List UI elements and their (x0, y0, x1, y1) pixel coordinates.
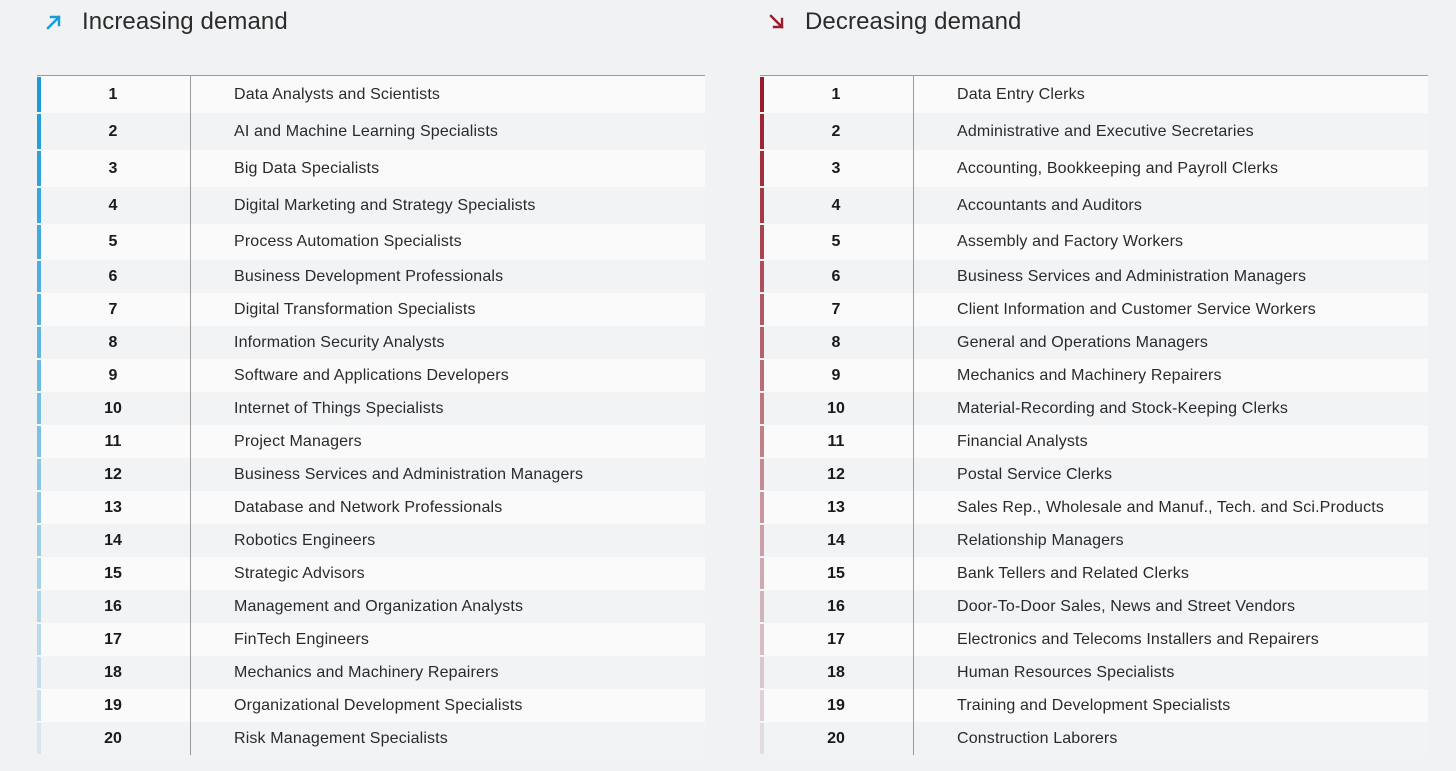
job-title: Data Analysts and Scientists (234, 85, 441, 103)
rank-color-bar (37, 261, 41, 292)
job-title: Information Security Analysts (234, 333, 445, 351)
column-divider (190, 689, 191, 722)
decreasing-demand-table (760, 75, 1428, 755)
rank-color-bar (760, 657, 764, 688)
rank-number: 14 (104, 531, 122, 549)
rank-number: 19 (827, 696, 845, 714)
rank-number: 20 (104, 729, 122, 747)
rank-number: 2 (108, 122, 118, 140)
table-row (37, 392, 705, 425)
table-row (760, 458, 1428, 491)
column-divider (913, 557, 914, 590)
job-title: FinTech Engineers (234, 630, 370, 648)
column-divider (190, 224, 191, 260)
column-divider (190, 187, 191, 224)
job-title: Software and Applications Developers (234, 366, 509, 384)
table-row (760, 722, 1428, 755)
table-row (37, 359, 705, 392)
rank-number: 7 (108, 300, 118, 318)
rank-number: 12 (827, 465, 845, 483)
table-row (760, 260, 1428, 293)
column-divider (913, 590, 914, 623)
job-title: Human Resources Specialists (957, 663, 1175, 681)
table-row (760, 557, 1428, 590)
table-row (760, 76, 1428, 113)
table-row (760, 491, 1428, 524)
rank-color-bar (37, 426, 41, 457)
column-divider (913, 425, 914, 458)
job-title: Construction Laborers (957, 729, 1118, 747)
rank-color-bar (760, 591, 764, 622)
job-title: Administrative and Executive Secretaries (957, 122, 1254, 140)
rank-number: 20 (827, 729, 845, 747)
rank-color-bar (37, 624, 41, 655)
table-row (37, 524, 705, 557)
table-row (37, 326, 705, 359)
rank-color-bar (37, 151, 41, 186)
job-title: Business Development Professionals (234, 267, 504, 285)
rank-color-bar (760, 360, 764, 391)
table-row (37, 224, 705, 260)
table-row (37, 260, 705, 293)
rank-color-bar (37, 294, 41, 325)
job-title: Postal Service Clerks (957, 465, 1113, 483)
column-divider (913, 76, 914, 113)
table-row (37, 150, 705, 187)
table-row (760, 689, 1428, 722)
table-row (37, 722, 705, 755)
job-title: Bank Tellers and Related Clerks (957, 564, 1190, 582)
job-title: Digital Marketing and Strategy Specialists (234, 196, 536, 214)
rank-color-bar (37, 393, 41, 424)
rank-color-bar (760, 188, 764, 223)
job-title: Robotics Engineers (234, 531, 376, 549)
rank-color-bar (760, 624, 764, 655)
table-row (37, 458, 705, 491)
job-title: Management and Organization Analysts (234, 597, 524, 615)
rank-number: 13 (827, 498, 845, 516)
rank-color-bar (760, 294, 764, 325)
column-divider (913, 293, 914, 326)
rank-color-bar (37, 77, 41, 112)
table-row (37, 656, 705, 689)
column-divider (190, 150, 191, 187)
job-title: Financial Analysts (957, 432, 1088, 450)
rank-color-bar (37, 591, 41, 622)
column-divider (190, 76, 191, 113)
rank-color-bar (760, 690, 764, 721)
column-divider (190, 260, 191, 293)
column-divider (190, 590, 191, 623)
rank-number: 2 (831, 122, 841, 140)
job-title: Database and Network Professionals (234, 498, 503, 516)
increasing-demand-table (37, 75, 705, 755)
increasing-demand-header (37, 5, 288, 39)
rank-number: 9 (108, 366, 118, 384)
rank-number: 12 (104, 465, 122, 483)
rank-number: 4 (831, 196, 841, 214)
table-row (37, 491, 705, 524)
rank-color-bar (760, 459, 764, 490)
rank-color-bar (37, 459, 41, 490)
rank-color-bar (37, 723, 41, 754)
decreasing-demand-header (760, 5, 1022, 39)
job-title: Business Services and Administration Managers (957, 267, 1307, 285)
job-title: General and Operations Managers (957, 333, 1209, 351)
rank-color-bar (37, 690, 41, 721)
column-divider (913, 326, 914, 359)
table-row (37, 187, 705, 224)
rank-color-bar (760, 723, 764, 754)
column-divider (913, 623, 914, 656)
job-title: Assembly and Factory Workers (957, 233, 1184, 250)
rank-number: 5 (831, 233, 841, 250)
job-title: Internet of Things Specialists (234, 399, 444, 417)
table-row (760, 224, 1428, 260)
job-title: Accountants and Auditors (957, 196, 1143, 214)
rank-number: 8 (108, 333, 118, 351)
job-title: Mechanics and Machinery Repairers (234, 663, 499, 681)
rank-color-bar (760, 393, 764, 424)
job-title: Strategic Advisors (234, 564, 365, 582)
arrow-up-right-icon (43, 11, 65, 33)
rank-color-bar (760, 77, 764, 112)
rank-color-bar (760, 114, 764, 149)
rank-color-bar (760, 225, 764, 259)
job-title: Big Data Specialists (234, 159, 380, 177)
rank-number: 17 (104, 630, 122, 648)
job-title: Data Entry Clerks (957, 85, 1085, 103)
rank-color-bar (760, 492, 764, 523)
table-row (760, 590, 1428, 623)
column-divider (913, 689, 914, 722)
column-divider (913, 150, 914, 187)
job-title: AI and Machine Learning Specialists (234, 122, 499, 140)
column-divider (190, 326, 191, 359)
rank-number: 9 (831, 366, 841, 384)
rank-number: 1 (108, 85, 118, 103)
rank-number: 6 (108, 267, 118, 285)
decreasing-demand-title: Decreasing demand (805, 8, 1022, 35)
job-title: Client Information and Customer Service Workers (957, 300, 1316, 318)
column-divider (913, 491, 914, 524)
column-divider (190, 392, 191, 425)
rank-color-bar (37, 525, 41, 556)
column-divider (913, 224, 914, 260)
job-title: Business Services and Administration Managers (234, 465, 584, 483)
column-divider (913, 113, 914, 150)
arrow-down-right-icon (766, 11, 788, 33)
rank-number: 6 (831, 267, 841, 285)
table-row (37, 293, 705, 326)
column-divider (913, 392, 914, 425)
rank-color-bar (760, 327, 764, 358)
rank-number: 5 (108, 233, 118, 250)
job-title: Process Automation Specialists (234, 233, 462, 250)
rank-color-bar (37, 327, 41, 358)
rank-color-bar (760, 558, 764, 589)
table-row (760, 187, 1428, 224)
table-row (760, 150, 1428, 187)
rank-color-bar (37, 657, 41, 688)
job-title: Material-Recording and Stock-Keeping Clerks (957, 399, 1289, 417)
job-title: Risk Management Specialists (234, 729, 448, 747)
rank-number: 19 (104, 696, 122, 714)
job-title: Door-To-Door Sales, News and Street Vendors (957, 597, 1296, 615)
column-divider (190, 656, 191, 689)
rank-number: 1 (831, 85, 841, 103)
rank-number: 4 (108, 196, 118, 214)
rank-color-bar (37, 114, 41, 149)
table-row (37, 689, 705, 722)
job-title: Sales Rep., Wholesale and Manuf., Tech. and Sci.Products (957, 498, 1385, 516)
column-divider (190, 524, 191, 557)
column-divider (190, 359, 191, 392)
rank-number: 3 (831, 159, 841, 177)
table-row (37, 590, 705, 623)
job-title: Digital Transformation Specialists (234, 300, 476, 318)
table-row (760, 113, 1428, 150)
table-row (37, 425, 705, 458)
rank-number: 11 (104, 432, 122, 450)
rank-number: 10 (104, 399, 122, 417)
rank-color-bar (760, 525, 764, 556)
column-divider (913, 260, 914, 293)
rank-number: 15 (827, 564, 845, 582)
column-divider (913, 722, 914, 755)
rank-number: 14 (827, 531, 845, 549)
table-row (760, 392, 1428, 425)
job-title: Organizational Development Specialists (234, 696, 523, 714)
column-divider (190, 293, 191, 326)
table-row (37, 113, 705, 150)
rank-number: 11 (827, 432, 845, 450)
rank-color-bar (37, 360, 41, 391)
rank-number: 10 (827, 399, 845, 417)
job-title: Project Managers (234, 432, 362, 450)
table-row (760, 326, 1428, 359)
column-divider (190, 458, 191, 491)
table-row (37, 557, 705, 590)
column-divider (190, 491, 191, 524)
column-divider (190, 425, 191, 458)
job-title: Accounting, Bookkeeping and Payroll Clerks (957, 159, 1279, 177)
column-divider (913, 187, 914, 224)
rank-number: 18 (104, 663, 122, 681)
column-divider (190, 722, 191, 755)
table-row (760, 524, 1428, 557)
column-divider (913, 359, 914, 392)
job-title: Relationship Managers (957, 531, 1124, 549)
table-row (760, 359, 1428, 392)
rank-number: 13 (104, 498, 122, 516)
rank-number: 17 (827, 630, 845, 648)
job-title: Electronics and Telecoms Installers and Repairers (957, 630, 1319, 648)
column-divider (913, 458, 914, 491)
rank-number: 16 (827, 597, 845, 615)
job-title: Mechanics and Machinery Repairers (957, 366, 1222, 384)
column-divider (913, 656, 914, 689)
column-divider (190, 623, 191, 656)
table-row (760, 293, 1428, 326)
column-divider (913, 524, 914, 557)
table-row (760, 623, 1428, 656)
rank-color-bar (37, 492, 41, 523)
rank-number: 3 (108, 159, 118, 177)
table-row (760, 656, 1428, 689)
rank-color-bar (760, 151, 764, 186)
job-title: Training and Development Specialists (957, 696, 1231, 714)
rank-number: 16 (104, 597, 122, 615)
column-divider (190, 113, 191, 150)
increasing-demand-title: Increasing demand (82, 8, 288, 35)
rank-color-bar (37, 188, 41, 223)
rank-color-bar (760, 426, 764, 457)
rank-color-bar (760, 261, 764, 292)
rank-number: 15 (104, 564, 122, 582)
table-row (37, 76, 705, 113)
rank-number: 8 (831, 333, 841, 351)
rank-number: 18 (827, 663, 845, 681)
rank-color-bar (37, 225, 41, 259)
table-row (760, 425, 1428, 458)
rank-number: 7 (831, 300, 841, 318)
rank-color-bar (37, 558, 41, 589)
column-divider (190, 557, 191, 590)
table-row (37, 623, 705, 656)
